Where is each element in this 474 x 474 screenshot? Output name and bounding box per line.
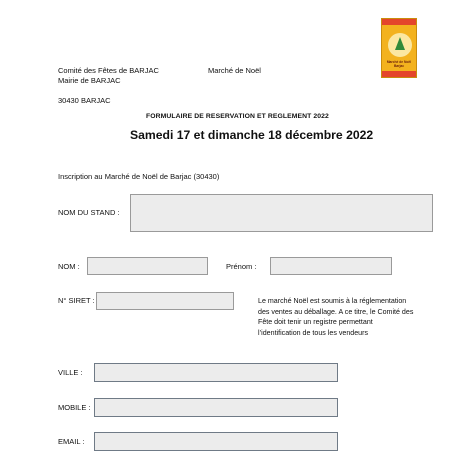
prenom-field[interactable] xyxy=(270,257,392,275)
org-postcode: 30430 BARJAC xyxy=(58,96,111,105)
intro-text: Inscription au Marché de Noël de Barjac (30430) xyxy=(58,172,220,181)
email-field[interactable] xyxy=(94,432,338,451)
event-name: Marché de Noël xyxy=(208,66,261,75)
christmas-tree-icon xyxy=(395,37,405,50)
poster-caption: Marché de Noël Barjac xyxy=(386,60,412,68)
stand-label: NOM DU STAND : xyxy=(58,208,120,217)
ville-label: VILLE : xyxy=(58,368,83,377)
regulation-note-line: l’identification de tous les vendeurs xyxy=(258,328,369,337)
regulation-note-line: Le marché Noël est soumis à la réglementation xyxy=(258,297,407,305)
poster-top-band xyxy=(382,19,416,25)
nom-field[interactable] xyxy=(87,257,208,275)
nom-label: NOM : xyxy=(58,262,80,271)
mobile-label: MOBILE : xyxy=(58,403,91,412)
prenom-label: Prénom : xyxy=(226,262,257,271)
poster-bottom-band xyxy=(382,71,416,77)
email-label: EMAIL : xyxy=(58,437,85,446)
siret-label: N° SIRET : xyxy=(58,296,95,305)
org-town-hall: Mairie de BARJAC xyxy=(58,76,121,85)
ville-field[interactable] xyxy=(94,363,338,382)
regulation-note-line: des ventes au déballage. A ce titre, le Comité des xyxy=(258,307,414,316)
event-poster-image xyxy=(381,18,417,78)
stand-name-field[interactable] xyxy=(130,194,433,232)
event-dates: Samedi 17 et dimanche 18 décembre 2022 xyxy=(130,128,374,142)
regulation-note-line: Fête doit tenir un registre permettant xyxy=(258,318,373,326)
regulation-note xyxy=(258,296,443,338)
form-title: FORMULAIRE DE RESERVATION ET REGLEMENT 2022 xyxy=(146,113,329,120)
org-name: Comité des Fêtes de BARJAC xyxy=(58,66,159,75)
siret-field[interactable] xyxy=(96,292,234,310)
mobile-field[interactable] xyxy=(94,398,338,417)
